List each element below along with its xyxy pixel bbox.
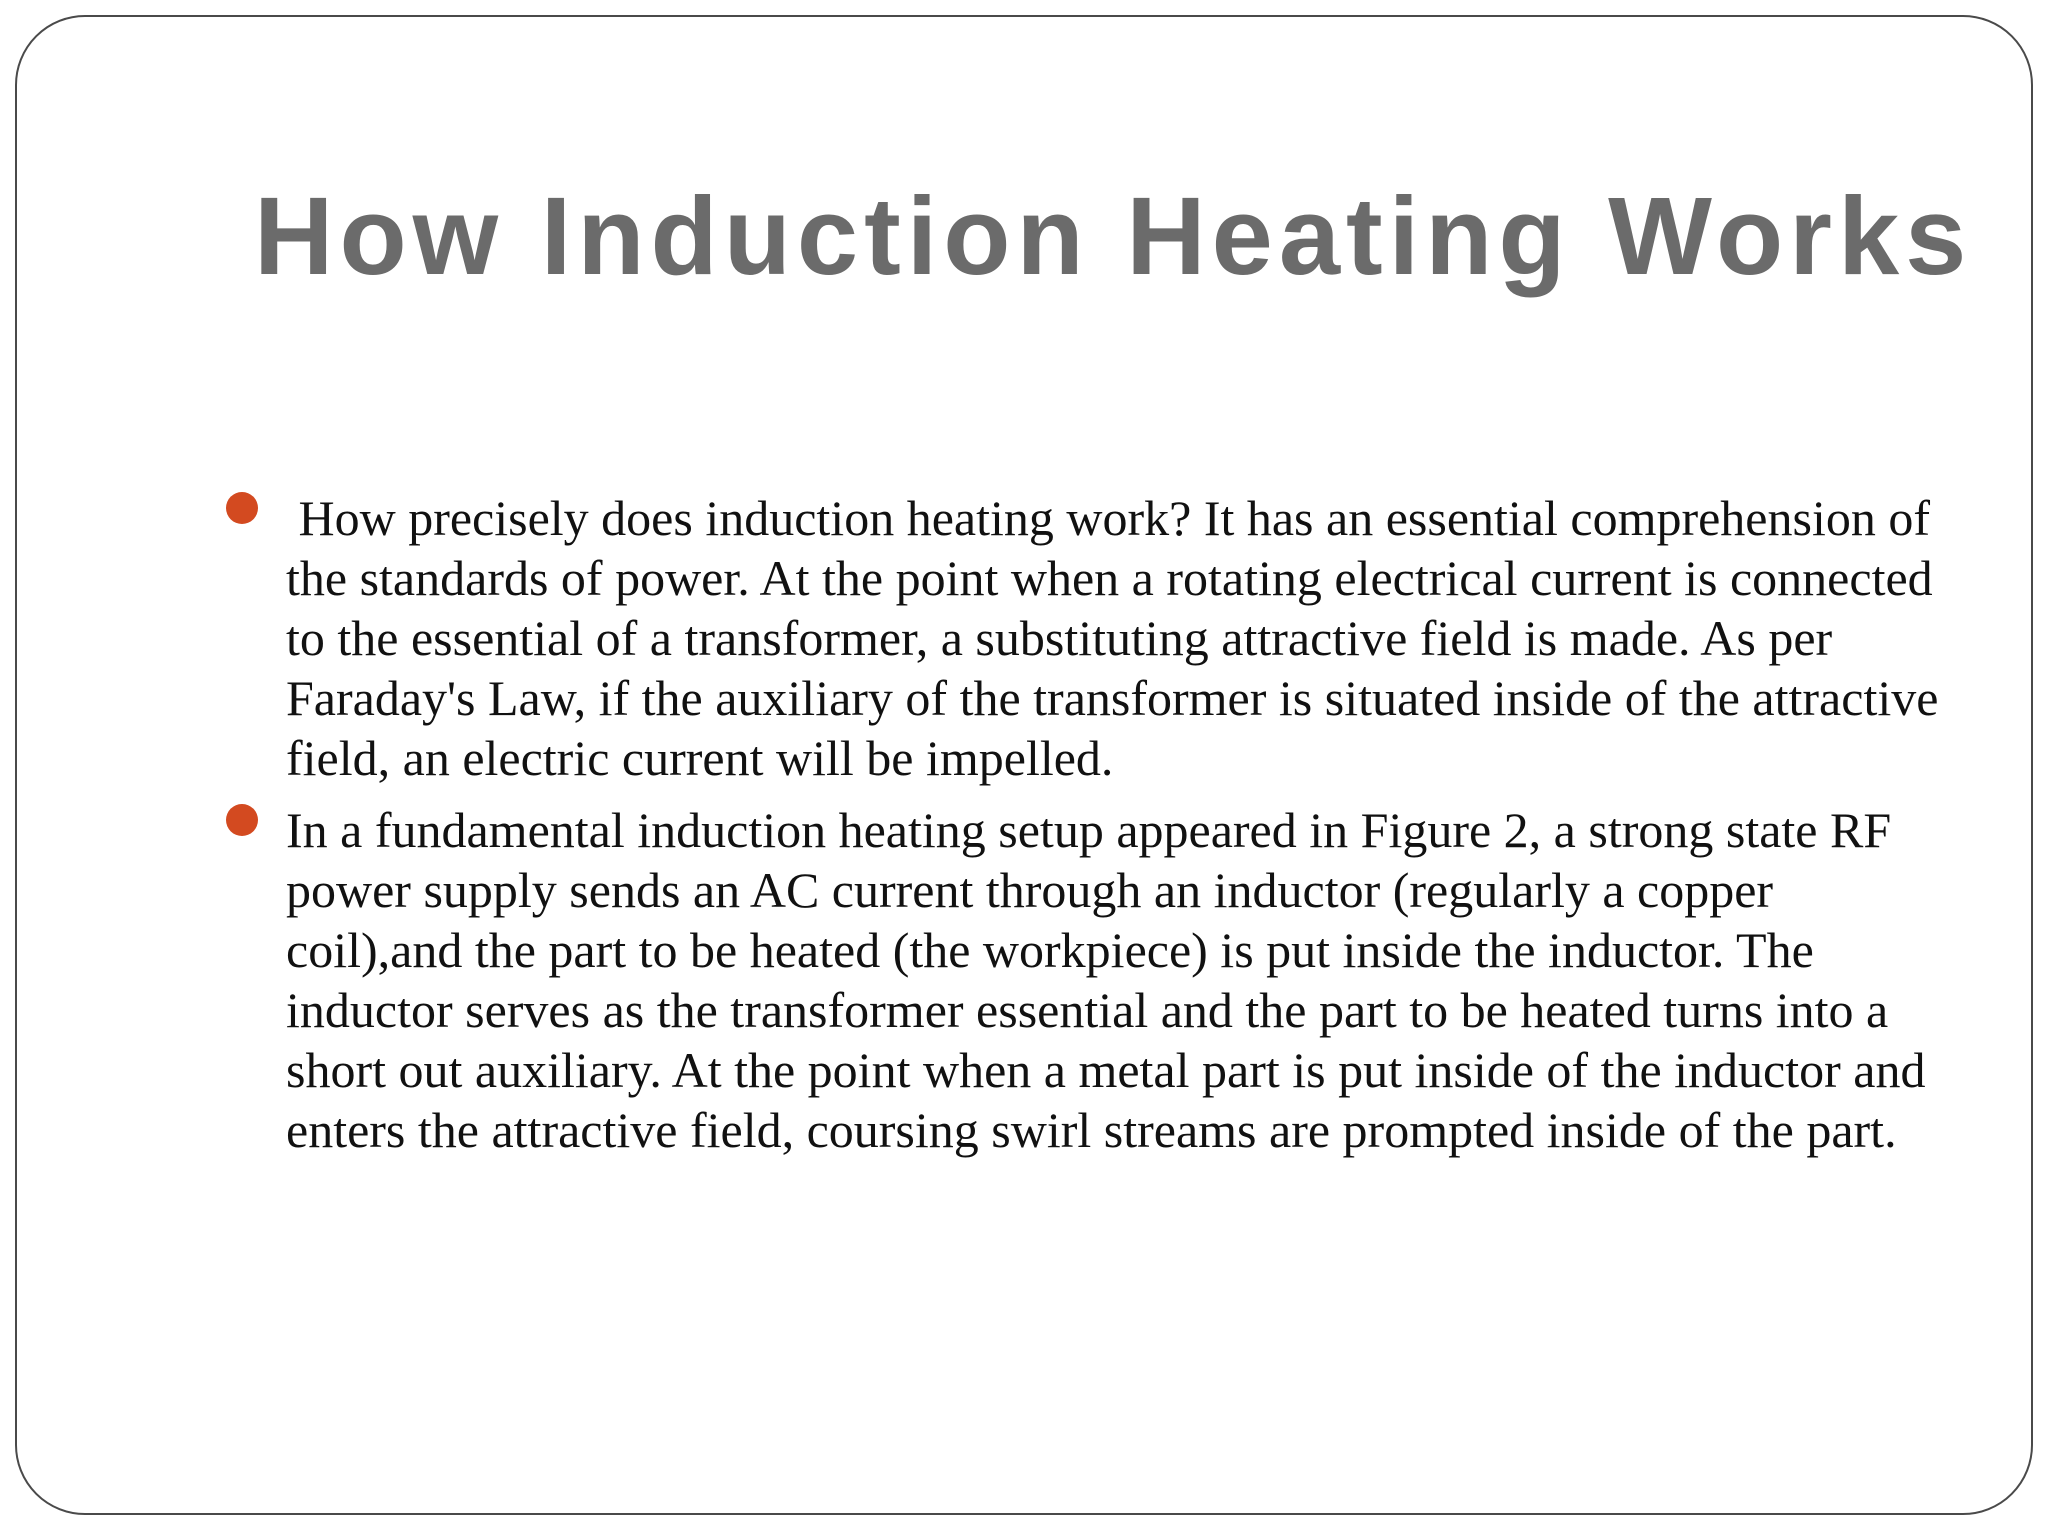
- bullet-list: [226, 488, 1951, 1172]
- bullet-text: How precisely does induction heating work? It has an essential comprehension of the standards of power. At the point when a rotating electrical current is connected to the essential of a transformer, a substituting attractive field is made. As per Faraday's Law, if the auxiliary of the transformer is situated inside of the attractive field, an electric current will be impelled.: [286, 490, 1951, 786]
- bullet-item: [226, 800, 1946, 1160]
- bullet-dot-icon: [226, 492, 258, 524]
- bullet-text: In a fundamental induction heating setup appeared in Figure 2, a strong state RF power supply sends an AC current through an inductor (regularly a copper coil),and the part to be heated (the workpiece) is put inside the inductor. The inductor serves as the transformer essential and the part to be heated turns into a short out auxiliary. At the point when a metal part is put inside of the inductor and enters the attractive field, coursing swirl streams are prompted inside of the part.: [286, 802, 1926, 1158]
- bullet-dot-icon: [226, 804, 258, 836]
- slide-title: How Induction Heating Works: [254, 175, 1973, 298]
- bullet-item: [226, 488, 1951, 788]
